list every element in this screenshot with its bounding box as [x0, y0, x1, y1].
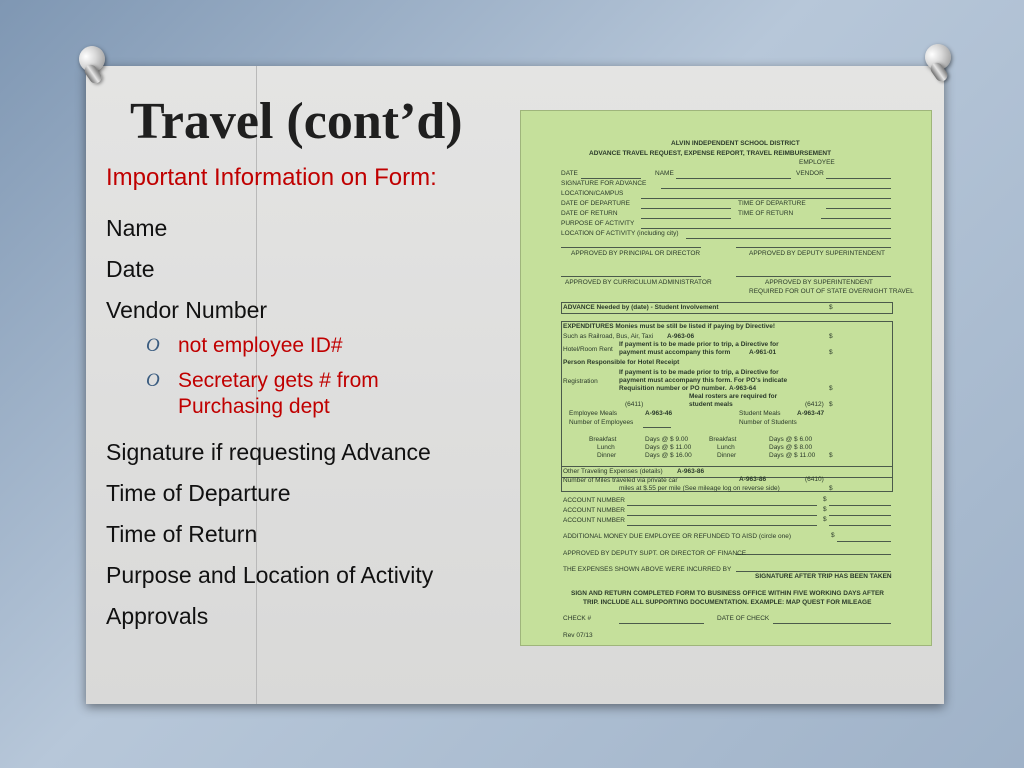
form-meal-rosters-2: student meals: [689, 401, 733, 408]
form-code-6411: (6411): [625, 401, 644, 408]
form-num-employees: Number of Employees: [569, 419, 634, 426]
slide-subtitle: Important Information on Form:: [106, 164, 437, 191]
form-dollar: $: [829, 385, 833, 392]
form-employee: EMPLOYEE: [799, 159, 835, 166]
form-date-departure: DATE OF DEPARTURE: [561, 200, 630, 207]
form-hotel-note-1: If payment is to be made prior to trip, a Directive for: [619, 341, 779, 348]
form-sign-return-2: TRIP. INCLUDE ALL SUPPORTING DOCUMENTATION. EXAMPLE: MAP QUEST FOR MILEAGE: [583, 599, 872, 606]
form-account-3: ACCOUNT NUMBER: [563, 517, 625, 524]
form-lunch: Lunch: [597, 444, 615, 451]
item-date: Date: [106, 256, 155, 282]
form-signature-after: SIGNATURE AFTER TRIP HAS BEEN TAKEN: [755, 573, 892, 580]
form-date-return: DATE OF RETURN: [561, 210, 618, 217]
form-dollar: $: [829, 452, 833, 459]
form-code-stu-meals: A-963-47: [797, 410, 825, 417]
sub-item-text: not employee ID#: [178, 334, 343, 357]
form-purpose: PURPOSE OF ACTIVITY: [561, 220, 635, 227]
form-meal-rosters-1: Meal rosters are required for: [689, 393, 778, 400]
form-dollar: $: [829, 304, 833, 311]
bullet-list: [106, 210, 506, 639]
form-breakfast-student: Breakfast: [709, 436, 737, 443]
form-date-check: DATE OF CHECK: [717, 615, 770, 622]
form-dinner-student: Dinner: [717, 452, 737, 459]
form-hotel-note-2: payment must accompany this form: [619, 349, 731, 356]
form-dollar: $: [829, 333, 833, 340]
sub-bullet-icon: O: [146, 335, 160, 356]
item-approvals: Approvals: [106, 603, 209, 629]
form-check: CHECK #: [563, 615, 592, 622]
form-time-departure: TIME OF DEPARTURE: [738, 200, 806, 207]
form-employee-meals: Employee Meals: [569, 410, 618, 417]
form-dinner: Dinner: [597, 452, 617, 459]
form-vendor: VENDOR: [796, 170, 824, 177]
form-code-emp-meals: A-963-46: [645, 410, 673, 417]
form-registration: Registration: [563, 378, 598, 385]
item-time-return: Time of Return: [106, 521, 258, 547]
form-code-hotel: A-961-01: [749, 349, 777, 356]
form-location: LOCATION/CAMPUS: [561, 190, 624, 197]
form-days-600: Days @ $ 6.00: [769, 436, 813, 443]
form-code-other: A-963-86: [677, 468, 705, 475]
form-account-2: ACCOUNT NUMBER: [563, 507, 625, 514]
form-approved-deputy: APPROVED BY DEPUTY SUPERINTENDENT: [749, 250, 885, 257]
form-miles: Number of Miles traveled via private car: [563, 477, 678, 484]
form-code-railroad: A-963-06: [667, 333, 695, 340]
form-heading: ADVANCE TRAVEL REQUEST, EXPENSE REPORT, TRAVEL REIMBURSEMENT: [589, 150, 832, 157]
form-code-6410: (6410): [805, 476, 824, 483]
form-lunch-student: Lunch: [717, 444, 735, 451]
item-name: Name: [106, 215, 168, 241]
form-approved-curriculum: APPROVED BY CURRICULUM ADMINISTRATOR: [565, 279, 712, 286]
form-dollar: $: [823, 506, 827, 513]
form-dollar: $: [823, 496, 827, 503]
form-name: NAME: [655, 170, 674, 177]
form-approved-super: APPROVED BY SUPERINTENDENT: [765, 279, 873, 286]
form-district: ALVIN INDEPENDENT SCHOOL DISTRICT: [671, 140, 800, 147]
form-sign-return-1: SIGN AND RETURN COMPLETED FORM TO BUSINESS OFFICE WITHIN FIVE WORKING DAYS AFTER: [571, 590, 884, 597]
form-days-1100: Days @ $ 11.00: [645, 444, 692, 451]
form-location-activity: LOCATION OF ACTIVITY (including city): [561, 230, 679, 237]
form-approved-finance: APPROVED BY DEPUTY SUPT. OR DIRECTOR OF FINANCE: [563, 550, 747, 557]
form-dollar: $: [831, 532, 835, 539]
sub-item-employee-id: [106, 333, 506, 359]
item-signature: Signature if requesting Advance: [106, 439, 431, 465]
item-time-departure: Time of Departure: [106, 480, 291, 506]
form-additional-money: ADDITIONAL MONEY DUE EMPLOYEE OR REFUNDED TO AISD (circle one): [563, 533, 792, 540]
form-time-return: TIME OF RETURN: [738, 210, 794, 217]
form-days-800: Days @ $ 8.00: [769, 444, 813, 451]
form-reg-note-3: Requisition number or PO number.: [619, 385, 727, 392]
form-expenditures: EXPENDITURES Monies must be still be listed if paying by Directive!: [563, 323, 776, 330]
form-code-reg: A-963-64: [729, 385, 757, 392]
form-date: DATE: [561, 170, 578, 177]
form-railroad: Such as Railroad, Bus, Air, Taxi: [563, 333, 654, 340]
form-dollar: $: [829, 349, 833, 356]
form-code-miles: A-963-86: [739, 476, 767, 483]
form-other-expenses: Other Traveling Expenses (details): [563, 468, 663, 475]
form-hotel: Hotel/Room Rent: [563, 346, 613, 353]
form-rev: Rev 07/13: [563, 632, 593, 639]
pushpin-icon-right: [916, 40, 960, 84]
form-required-out-state: REQUIRED FOR OUT OF STATE OVERNIGHT TRAVEL: [749, 288, 914, 295]
form-student-meals: Student Meals: [739, 410, 781, 417]
item-purpose-location: Purpose and Location of Activity: [106, 562, 434, 588]
form-approved-principal: APPROVED BY PRINCIPAL OR DIRECTOR: [571, 250, 701, 257]
pushpin-icon-left: [70, 42, 114, 86]
item-vendor-number: Vendor Number: [106, 297, 268, 323]
form-days-1100-student: Days @ $ 11.00: [769, 452, 816, 459]
form-days-1600: Days @ $ 16.00: [645, 452, 692, 459]
form-dollar: $: [829, 401, 833, 408]
form-days-900: Days @ $ 9.00: [645, 436, 689, 443]
form-person-responsible: Person Responsible for Hotel Receipt: [563, 359, 680, 366]
form-reg-note-2: payment must accompany this form. For PO's indicate: [619, 377, 788, 384]
form-dollar: $: [829, 485, 833, 492]
form-expenses-incurred: THE EXPENSES SHOWN ABOVE WERE INCURRED BY: [563, 566, 732, 573]
form-num-students: Number of Students: [739, 419, 797, 426]
form-reg-note-1: If payment is to be made prior to trip, a Directive for: [619, 369, 779, 376]
sub-bullet-icon: O: [146, 370, 160, 391]
slide-title: Travel (cont’d): [130, 93, 463, 150]
sub-item-secretary: [106, 368, 506, 420]
form-signature-advance: SIGNATURE FOR ADVANCE: [561, 180, 647, 187]
travel-form-image: [520, 110, 932, 646]
form-breakfast: Breakfast: [589, 436, 617, 443]
form-account-1: ACCOUNT NUMBER: [563, 497, 625, 504]
form-advance-needed: ADVANCE Needed by (date) - Student Involvement: [563, 304, 719, 311]
form-code-6412: (6412): [805, 401, 824, 408]
sub-item-text: Secretary gets # from Purchasing dept: [178, 369, 379, 418]
form-dollar: $: [823, 516, 827, 523]
form-miles-rate: miles at $.55 per mile (See mileage log on reverse side): [619, 485, 780, 492]
